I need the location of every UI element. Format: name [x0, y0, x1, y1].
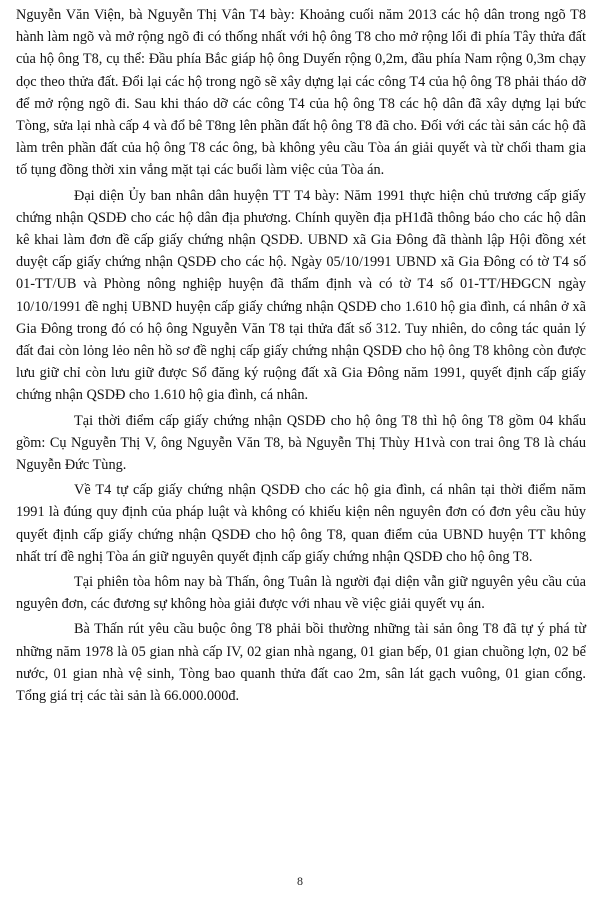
paragraph-3: Tại thời điểm cấp giấy chứng nhận QSDĐ cho hộ ông T8 thì hộ ông T8 gồm 04 khẩu gồm: Cụ Nguyễn Thị V, ông Nguyễn Văn T8, bà Nguyễn Thị Thùy H1và con trai ông T8 là cháu Nguyễn Đức Tùng. [16, 412, 586, 474]
paragraph-5: Tại phiên tòa hôm nay bà Thấn, ông Tuân là người đại diện vẫn giữ nguyên yêu cầu của nguyên đơn, các đương sự không hòa giải được với nhau về việc giải quyết vụ án. [16, 574, 586, 613]
paragraph-1: Nguyễn Văn Viện, bà Nguyễn Thị Vân T4 bày: Khoảng cuối năm 2013 các hộ dân trong ngõ T8 hành làm ngõ và mở rộng ngõ đi có thống nhất với hộ ông T8 cho mở rộng lối đi phía Tây thửa đất của hộ ông T8, cụ thể: Đầu phía Bắc giáp hộ ông Duyến rộng 0,2m, đầu phía Nam rộng 0,3m chạy dọc theo thửa đất. Đổi lại các hộ trong ngõ sẽ xây dựng lại các công T4 của hộ ông T8 phải tháo dỡ để mở rộng ngõ đi. Sau khi tháo dỡ các công T4 của hộ ông T8 các hộ dân đã xây dựng lại bức Tòng, sửa lại nhà cấp 4 và đổ bê T8ng lên phần đất hộ ông T8 đã cho. Đối với các tài sản các hộ đã làm trên phần đất của hộ ông T8 các ông, bà không yêu cầu Tòa án giải quyết và từ chối tham gia tố tụng đồng thời xin vắng mặt tại các buổi làm việc của Tòa án. [16, 7, 586, 179]
page-number: 8 [297, 874, 303, 888]
paragraph-4: Về T4 tự cấp giấy chứng nhận QSDĐ cho các hộ gia đình, cá nhân tại thời điểm năm 1991 là đúng quy định của pháp luật và không có khiếu kiện nên nguyên đơn có đơn yêu cầu hủy quyết định cấp giấy chứng nhận QSDĐ cho hộ ông T8, quan điểm của UBND huyện TT không nhất trí đề nghị Tòa án giữ nguyên quyết định cấp giấy chứng nhận QSDĐ cho hộ ông T8. [16, 482, 586, 565]
paragraph-6: Bà Thấn rút yêu cầu buộc ông T8 phải bồi thường những tài sản ông T8 đã tự ý phá từ những năm 1978 là 05 gian nhà cấp IV, 02 gian nhà ngang, 01 gian bếp, 01 gian chuồng lợn, 02 bể nước, 01 gian nhà vệ sinh, Tòng bao quanh thửa đất cao 2m, sân lát gạch vuông, 01 gian cổng. Tổng giá trị các tài sản là 66.000.000đ. [16, 621, 586, 705]
paragraph-2: Đại diện Ủy ban nhân dân huyện TT T4 bày: Năm 1991 thực hiện chủ trương cấp giấy chứng nhận QSDĐ cho các hộ dân địa phương. Chính quyền địa pH1đã thông báo cho các hộ dân kê khai làm đơn đề cấp giấy chứng nhận QSDĐ. UBND xã Gia Đông đã thành lập Hội đồng xét duyệt cấp giấy chứng nhận QSDĐ cho các hộ. Ngày 05/10/1991 UBND xã Gia Đông có tờ T4 số 01-TT/UB và Phòng nông nghiệp huyện đã thẩm định và có tờ T4 số 01-TT/HĐGCN ngày 10/10/1991 đề nghị UBND huyện cấp giấy chứng nhận QSDĐ cho 1.610 hộ gia đình, cá nhân ở xã Gia Đông trong đó có hộ ông Nguyễn Văn T8 tại thửa đất số 312. Tuy nhiên, do công tác quản lý đất đai còn lỏng lẻo nên hồ sơ đề nghị cấp giấy chứng nhận QSDĐ cho hộ ông T8 không còn được lưu giữ chỉ còn lưu giữ được Sổ đăng ký ruộng đất xã Gia Đông năm 1991, quyết định cấp giấy chứng nhận QSDĐ cho 1.610 hộ gia đình, cá nhân. [16, 187, 586, 404]
